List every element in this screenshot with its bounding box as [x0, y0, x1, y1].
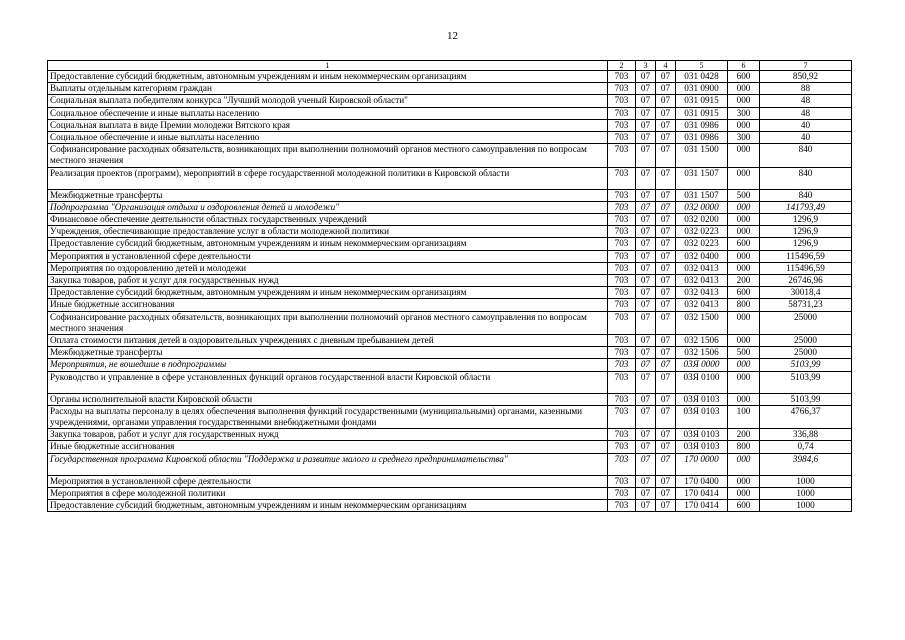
code-ministry: 703 — [608, 250, 636, 262]
code-target-article: 03Я 0103 — [676, 441, 728, 453]
header-cell: 2 — [608, 61, 636, 71]
row-description: Мероприятия, не вошедшие в подпрограммы — [48, 359, 608, 371]
amount: 115496,59 — [760, 250, 852, 262]
code-expense-type: 800 — [728, 299, 760, 311]
code-section: 07 — [636, 226, 656, 238]
header-row — [48, 61, 852, 71]
table-row — [48, 275, 852, 287]
amount: 115496,59 — [760, 262, 852, 274]
code-ministry: 703 — [608, 189, 636, 201]
code-section: 07 — [636, 107, 656, 119]
code-subsection: 07 — [656, 487, 676, 499]
code-subsection: 07 — [656, 83, 676, 95]
table-row — [48, 299, 852, 311]
code-subsection: 07 — [656, 359, 676, 371]
code-target-article: 031 1507 — [676, 189, 728, 201]
row-description: Иные бюджетные ассигнования — [48, 299, 608, 311]
code-ministry: 703 — [608, 441, 636, 453]
code-subsection: 07 — [656, 119, 676, 131]
amount: 1000 — [760, 475, 852, 487]
table-row — [48, 226, 852, 238]
code-target-article: 170 0400 — [676, 475, 728, 487]
table-row — [48, 335, 852, 347]
code-ministry: 703 — [608, 201, 636, 213]
code-subsection: 07 — [656, 275, 676, 287]
code-section: 07 — [636, 250, 656, 262]
code-section: 07 — [636, 487, 656, 499]
table-row — [48, 144, 852, 167]
row-description: Подпрограмма "Организация отдыха и оздоровления детей и молодежи" — [48, 201, 608, 213]
code-expense-type: 300 — [728, 132, 760, 144]
code-subsection: 07 — [656, 144, 676, 167]
amount: 4766,37 — [760, 405, 852, 428]
code-ministry: 703 — [608, 287, 636, 299]
code-expense-type: 000 — [728, 144, 760, 167]
header-cell: 5 — [676, 61, 728, 71]
code-expense-type: 600 — [728, 71, 760, 83]
table-row — [48, 132, 852, 144]
code-subsection: 07 — [656, 107, 676, 119]
table-row — [48, 371, 852, 393]
header-cell: 7 — [760, 61, 852, 71]
code-target-article: 031 0986 — [676, 119, 728, 131]
code-subsection: 07 — [656, 226, 676, 238]
page-number: 12 — [447, 30, 458, 42]
code-subsection: 07 — [656, 335, 676, 347]
code-expense-type: 000 — [728, 393, 760, 405]
code-expense-type: 100 — [728, 405, 760, 428]
code-expense-type: 000 — [728, 201, 760, 213]
code-section: 07 — [636, 167, 656, 189]
code-section: 07 — [636, 299, 656, 311]
code-target-article: 031 1507 — [676, 167, 728, 189]
code-section: 07 — [636, 393, 656, 405]
amount: 25000 — [760, 311, 852, 334]
code-expense-type: 000 — [728, 311, 760, 334]
row-description: Органы исполнительной власти Кировской области — [48, 393, 608, 405]
table-row — [48, 167, 852, 189]
table-row — [48, 214, 852, 226]
amount: 1000 — [760, 500, 852, 512]
table-row — [48, 262, 852, 274]
code-target-article: 03Я 0100 — [676, 371, 728, 393]
code-subsection: 07 — [656, 95, 676, 107]
amount: 336,88 — [760, 429, 852, 441]
code-section: 07 — [636, 201, 656, 213]
code-target-article: 170 0000 — [676, 453, 728, 475]
code-section: 07 — [636, 429, 656, 441]
amount: 840 — [760, 144, 852, 167]
code-target-article: 031 1500 — [676, 144, 728, 167]
row-description: Оплата стоимости питания детей в оздоровительных учреждениях с дневным пребыванием детей — [48, 335, 608, 347]
code-target-article: 032 1506 — [676, 335, 728, 347]
row-description: Софинансирование расходных обязательств, возникающих при выполнении полномочий органов местного самоуправления по вопросам местного значения — [48, 144, 608, 167]
amount: 25000 — [760, 335, 852, 347]
code-section: 07 — [636, 119, 656, 131]
code-target-article: 03Я 0103 — [676, 405, 728, 428]
code-subsection: 07 — [656, 287, 676, 299]
code-target-article: 032 0200 — [676, 214, 728, 226]
table-row — [48, 453, 852, 475]
code-ministry: 703 — [608, 405, 636, 428]
code-ministry: 703 — [608, 83, 636, 95]
code-ministry: 703 — [608, 119, 636, 131]
code-ministry: 703 — [608, 371, 636, 393]
amount: 1296,9 — [760, 238, 852, 250]
code-subsection: 07 — [656, 347, 676, 359]
code-subsection: 07 — [656, 201, 676, 213]
amount: 88 — [760, 83, 852, 95]
code-section: 07 — [636, 475, 656, 487]
table-row — [48, 238, 852, 250]
table-row — [48, 347, 852, 359]
code-section: 07 — [636, 71, 656, 83]
code-ministry: 703 — [608, 107, 636, 119]
code-subsection: 07 — [656, 405, 676, 428]
code-section: 07 — [636, 132, 656, 144]
code-subsection: 07 — [656, 71, 676, 83]
amount: 3984,6 — [760, 453, 852, 475]
code-ministry: 703 — [608, 238, 636, 250]
header-cell: 3 — [636, 61, 656, 71]
row-description: Учреждения, обеспечивающие предоставление услуг в области молодежной политики — [48, 226, 608, 238]
header-cell: 1 — [48, 61, 608, 71]
code-ministry: 703 — [608, 453, 636, 475]
code-target-article: 032 1500 — [676, 311, 728, 334]
code-section: 07 — [636, 238, 656, 250]
code-ministry: 703 — [608, 95, 636, 107]
code-expense-type: 000 — [728, 83, 760, 95]
table-row — [48, 107, 852, 119]
table-row — [48, 441, 852, 453]
amount: 40 — [760, 132, 852, 144]
code-target-article: 032 0413 — [676, 287, 728, 299]
code-subsection: 07 — [656, 250, 676, 262]
code-target-article: 170 0414 — [676, 500, 728, 512]
table-row — [48, 500, 852, 512]
code-expense-type: 000 — [728, 475, 760, 487]
code-ministry: 703 — [608, 359, 636, 371]
code-expense-type: 000 — [728, 226, 760, 238]
code-target-article: 032 0223 — [676, 226, 728, 238]
table-row — [48, 311, 852, 334]
code-subsection: 07 — [656, 238, 676, 250]
code-expense-type: 300 — [728, 107, 760, 119]
row-description: Выплаты отдельным категориям граждан — [48, 83, 608, 95]
table-row — [48, 250, 852, 262]
code-target-article: 032 1506 — [676, 347, 728, 359]
code-subsection: 07 — [656, 311, 676, 334]
table-row — [48, 287, 852, 299]
row-description: Социальная выплата победителям конкурса "Лучший молодой ученый Кировской области" — [48, 95, 608, 107]
amount: 30018,4 — [760, 287, 852, 299]
code-expense-type: 000 — [728, 487, 760, 499]
code-section: 07 — [636, 405, 656, 428]
code-subsection: 07 — [656, 167, 676, 189]
code-target-article: 032 0413 — [676, 275, 728, 287]
budget-table — [47, 60, 852, 512]
code-target-article: 032 0000 — [676, 201, 728, 213]
code-target-article: 031 0915 — [676, 95, 728, 107]
code-section: 07 — [636, 371, 656, 393]
code-expense-type: 200 — [728, 275, 760, 287]
code-ministry: 703 — [608, 429, 636, 441]
row-description: Руководство и управление в сфере установленных функций органов государственной власти Кировской области — [48, 371, 608, 393]
code-ministry: 703 — [608, 335, 636, 347]
code-target-article: 031 0986 — [676, 132, 728, 144]
code-section: 07 — [636, 453, 656, 475]
code-subsection: 07 — [656, 500, 676, 512]
code-ministry: 703 — [608, 275, 636, 287]
amount: 25000 — [760, 347, 852, 359]
code-target-article: 032 0400 — [676, 250, 728, 262]
row-description: Социальное обеспечение и иные выплаты населению — [48, 132, 608, 144]
code-section: 07 — [636, 144, 656, 167]
code-expense-type: 600 — [728, 238, 760, 250]
code-target-article: 03Я 0103 — [676, 429, 728, 441]
code-ministry: 703 — [608, 500, 636, 512]
row-description: Предоставление субсидий бюджетным, автономным учреждениям и иным некоммерческим организациям — [48, 500, 608, 512]
code-subsection: 07 — [656, 262, 676, 274]
amount: 0,74 — [760, 441, 852, 453]
code-expense-type: 200 — [728, 429, 760, 441]
code-ministry: 703 — [608, 214, 636, 226]
code-expense-type: 000 — [728, 335, 760, 347]
code-target-article: 031 0915 — [676, 107, 728, 119]
code-subsection: 07 — [656, 132, 676, 144]
code-target-article: 03Я 0103 — [676, 393, 728, 405]
code-expense-type: 000 — [728, 359, 760, 371]
row-description: Закупка товаров, работ и услуг для государственных нужд — [48, 275, 608, 287]
row-description: Межбюджетные трансферты — [48, 189, 608, 201]
code-target-article: 031 0428 — [676, 71, 728, 83]
code-section: 07 — [636, 214, 656, 226]
code-expense-type: 500 — [728, 189, 760, 201]
code-subsection: 07 — [656, 393, 676, 405]
table-row — [48, 95, 852, 107]
code-subsection: 07 — [656, 299, 676, 311]
header-cell: 6 — [728, 61, 760, 71]
row-description: Предоставление субсидий бюджетным, автономным учреждениям и иным некоммерческим организациям — [48, 71, 608, 83]
code-section: 07 — [636, 262, 656, 274]
code-expense-type: 600 — [728, 500, 760, 512]
code-ministry: 703 — [608, 144, 636, 167]
amount: 840 — [760, 167, 852, 189]
amount: 5103,99 — [760, 371, 852, 393]
code-expense-type: 000 — [728, 119, 760, 131]
row-description: Софинансирование расходных обязательств, возникающих при выполнении полномочий органов местного самоуправления по вопросам местного значения — [48, 311, 608, 334]
amount: 141793,49 — [760, 201, 852, 213]
row-description: Мероприятия в сфере молодежной политики — [48, 487, 608, 499]
code-expense-type: 000 — [728, 453, 760, 475]
amount: 5103,99 — [760, 393, 852, 405]
code-section: 07 — [636, 441, 656, 453]
code-section: 07 — [636, 189, 656, 201]
code-target-article: 032 0223 — [676, 238, 728, 250]
table-row — [48, 83, 852, 95]
row-description: Мероприятия по оздоровлению детей и молодежи — [48, 262, 608, 274]
code-target-article: 032 0413 — [676, 262, 728, 274]
row-description: Закупка товаров, работ и услуг для государственных нужд — [48, 429, 608, 441]
code-section: 07 — [636, 500, 656, 512]
code-ministry: 703 — [608, 347, 636, 359]
header-cell: 4 — [656, 61, 676, 71]
code-ministry: 703 — [608, 475, 636, 487]
code-section: 07 — [636, 95, 656, 107]
code-expense-type: 000 — [728, 167, 760, 189]
code-subsection: 07 — [656, 453, 676, 475]
code-section: 07 — [636, 287, 656, 299]
code-expense-type: 000 — [728, 250, 760, 262]
amount: 26746,96 — [760, 275, 852, 287]
row-description: Мероприятия в установленной сфере деятельности — [48, 250, 608, 262]
code-target-article: 032 0413 — [676, 299, 728, 311]
row-description: Расходы на выплаты персоналу в целях обеспечения выполнения функций государственными (муниципальными) органами, казенными учреждениями, органами управления государственными внебюджетными фондами — [48, 405, 608, 428]
amount: 1296,9 — [760, 214, 852, 226]
code-expense-type: 800 — [728, 441, 760, 453]
code-ministry: 703 — [608, 299, 636, 311]
code-expense-type: 500 — [728, 347, 760, 359]
table-row — [48, 201, 852, 213]
code-expense-type: 000 — [728, 95, 760, 107]
code-ministry: 703 — [608, 71, 636, 83]
row-description: Предоставление субсидий бюджетным, автономным учреждениям и иным некоммерческим организациям — [48, 238, 608, 250]
row-description: Реализация проектов (программ), мероприятий в сфере государственной молодежной политики в Кировской области — [48, 167, 608, 189]
code-subsection: 07 — [656, 214, 676, 226]
code-target-article: 03Я 0000 — [676, 359, 728, 371]
table-row — [48, 119, 852, 131]
row-description: Финансовое обеспечение деятельности областных государственных учреждений — [48, 214, 608, 226]
code-expense-type: 000 — [728, 214, 760, 226]
code-section: 07 — [636, 311, 656, 334]
code-ministry: 703 — [608, 262, 636, 274]
code-ministry: 703 — [608, 167, 636, 189]
code-expense-type: 600 — [728, 287, 760, 299]
row-description: Социальная выплата в виде Премии молодежи Вятского края — [48, 119, 608, 131]
amount: 40 — [760, 119, 852, 131]
row-description: Межбюджетные трансферты — [48, 347, 608, 359]
code-subsection: 07 — [656, 189, 676, 201]
amount: 5103,99 — [760, 359, 852, 371]
code-ministry: 703 — [608, 132, 636, 144]
table-row — [48, 429, 852, 441]
code-expense-type: 000 — [728, 371, 760, 393]
row-description: Иные бюджетные ассигнования — [48, 441, 608, 453]
row-description: Государственная программа Кировской области "Поддержка и развитие малого и среднего предпринимательства" — [48, 453, 608, 475]
code-section: 07 — [636, 335, 656, 347]
code-target-article: 031 0900 — [676, 83, 728, 95]
code-section: 07 — [636, 83, 656, 95]
code-ministry: 703 — [608, 393, 636, 405]
table-row — [48, 359, 852, 371]
code-ministry: 703 — [608, 226, 636, 238]
table-row — [48, 405, 852, 428]
code-ministry: 703 — [608, 487, 636, 499]
table-row — [48, 189, 852, 201]
amount: 48 — [760, 95, 852, 107]
table-row — [48, 475, 852, 487]
code-subsection: 07 — [656, 429, 676, 441]
amount: 58731,23 — [760, 299, 852, 311]
amount: 1000 — [760, 487, 852, 499]
table-row — [48, 71, 852, 83]
row-description: Мероприятия в установленной сфере деятельности — [48, 475, 608, 487]
amount: 1296,9 — [760, 226, 852, 238]
amount: 840 — [760, 189, 852, 201]
code-target-article: 170 0414 — [676, 487, 728, 499]
code-subsection: 07 — [656, 441, 676, 453]
table-row — [48, 487, 852, 499]
code-expense-type: 000 — [728, 262, 760, 274]
code-ministry: 703 — [608, 311, 636, 334]
row-description: Предоставление субсидий бюджетным, автономным учреждениям и иным некоммерческим организациям — [48, 287, 608, 299]
table-row — [48, 393, 852, 405]
code-subsection: 07 — [656, 475, 676, 487]
code-section: 07 — [636, 347, 656, 359]
code-section: 07 — [636, 359, 656, 371]
code-subsection: 07 — [656, 371, 676, 393]
amount: 850,92 — [760, 71, 852, 83]
row-description: Социальное обеспечение и иные выплаты населению — [48, 107, 608, 119]
amount: 48 — [760, 107, 852, 119]
code-section: 07 — [636, 275, 656, 287]
